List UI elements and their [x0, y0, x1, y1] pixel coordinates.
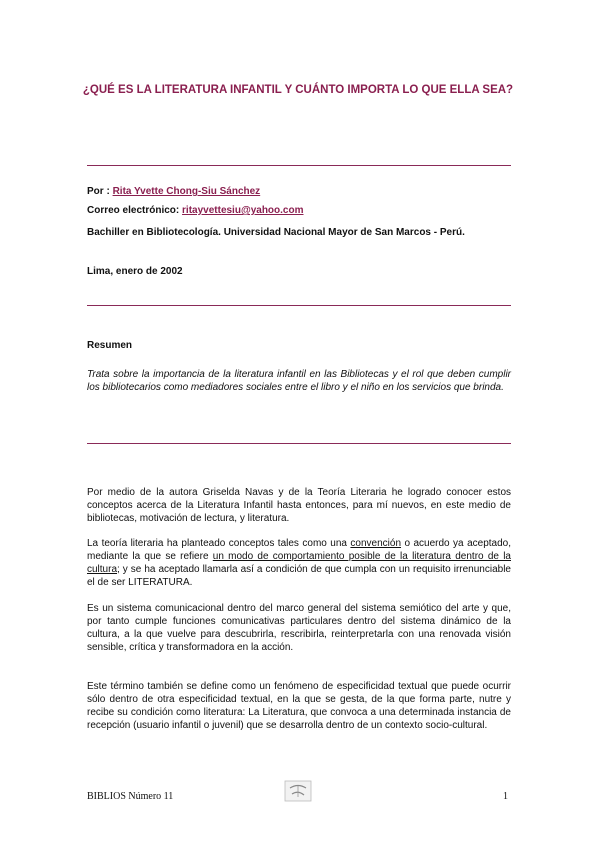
footer-page-number: 1 — [503, 791, 508, 802]
divider-middle — [87, 305, 511, 306]
paragraph-3 — [87, 602, 511, 654]
article-title: ¿QUÉ ES LA LITERATURA INFANTIL Y CUÁNTO IMPORTA LO QUE ELLA SEA? — [82, 84, 514, 96]
author-label: Por : — [87, 186, 110, 197]
paragraph-2-part-a: La teoría literaria ha planteado conceptos tales como una — [87, 538, 351, 549]
divider-bottom — [87, 443, 511, 444]
paragraph-2-part-e: ; y se ha aceptado llamarla así a condición de que cumpla con un requisito irrenunciable el de ser LITERATURA. — [87, 564, 511, 588]
paragraph-4 — [87, 680, 511, 732]
footer-journal: BIBLIOS Número 11 — [87, 791, 174, 802]
email-label: Correo electrónico: — [87, 205, 180, 216]
journal-logo-icon — [284, 780, 312, 802]
paragraph-2-text — [87, 537, 511, 589]
paragraph-2-part-c: o acuerdo ya aceptado, mediante la que se refiere — [87, 538, 511, 562]
paragraph-2 — [87, 537, 511, 589]
paragraph-1 — [87, 486, 511, 525]
paragraph-2-convencion: convención — [350, 538, 402, 549]
paragraph-4-text: Este término también se define como un fenómeno de especificidad textual que puede ocurrir sólo dentro de otra especificidad textual, en la que se gesta, de la que forma parte, nutre y recibe su condición como literatura: La Literatura, que convoca a una determinada instancia de recepción (usuario infantil o juvenil) que se desarrolla dentro de un contexto socio-cultural. — [87, 681, 511, 731]
author-line — [87, 185, 513, 198]
date: Lima, enero de 2002 — [87, 266, 183, 277]
affiliation: Bachiller en Bibliotecología. Universidad Nacional Mayor de San Marcos - Perú. — [87, 227, 465, 238]
email-line — [87, 204, 513, 217]
abstract-text: Trata sobre la importancia de la literatura infantil en las Bibliotecas y el rol que deben cumplir los bibliotecarios como mediadores sociales entre el libro y el niño en los servicios que brinda. — [87, 369, 511, 393]
paragraph-2-modo: un modo de comportamiento posible de la literatura dentro de la cultura — [87, 551, 511, 575]
abstract-heading: Resumen — [87, 340, 133, 351]
paragraph-1-text: Por medio de la autora Griselda Navas y de la Teoría Literaria he logrado conocer estos conceptos acerca de la Literatura Infantil hasta entonces, para mí nuevos, en este medio de bibliotecas, motivación de lectura, y literatura. — [87, 487, 511, 524]
email-link[interactable]: ritayvettesiu@yahoo.com — [182, 205, 304, 216]
divider-top — [87, 165, 511, 166]
author-name-link[interactable]: Rita Yvette Chong-Siu Sánchez — [112, 186, 261, 197]
paragraph-3-text: Es un sistema comunicacional dentro del marco general del sistema semiótico del arte y que, por tanto cumple funciones comunicativas particulares dentro del sistema dinámico de la cultura, a la que vuelve para descubrirla, rescribirla, reinterpretarla con una renovada visión sensible, crítica y transformadora en la acción. — [87, 603, 511, 653]
